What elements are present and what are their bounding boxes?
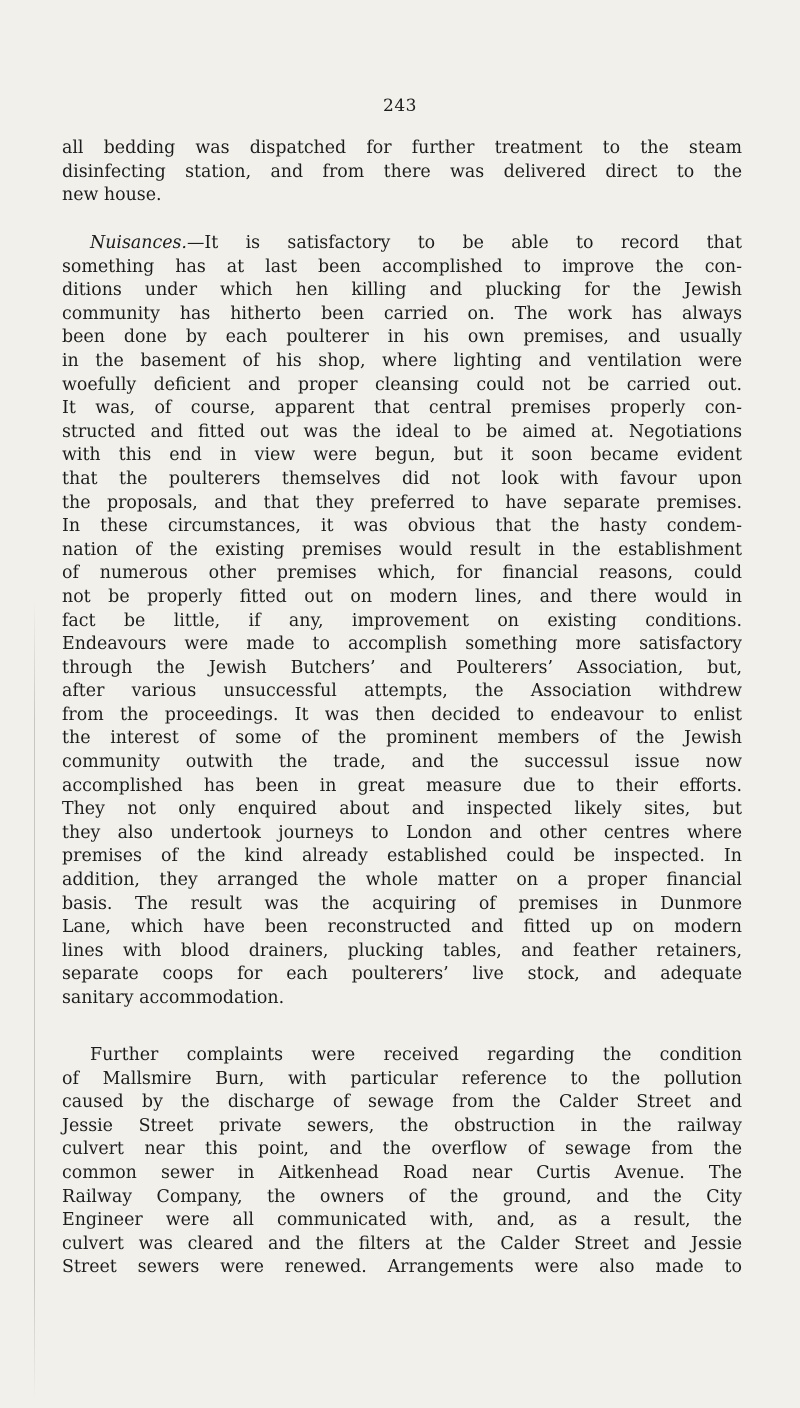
text-line: fact be little, if any, improvement on existing conditions. — [62, 610, 742, 631]
text-line: something has at last been accomplished to improve the con- — [62, 256, 742, 277]
text-line: basis. The result was the acquiring of premises in Dunmore — [62, 893, 742, 914]
text-line: that the poulterers themselves did not look with favour upon — [62, 468, 742, 489]
text-line: disinfecting station, and from there was delivered direct to the — [62, 161, 742, 182]
text-line: accomplished has been in great measure due to their efforts. — [62, 775, 742, 796]
text-line: lines with blood drainers, plucking tables, and feather retainers, — [62, 940, 742, 961]
text-line: through the Jewish Butchers’ and Poulterers’ Association, but, — [62, 657, 742, 678]
text-line: culvert was cleared and the filters at the Calder Street and Jessie — [62, 1233, 742, 1254]
text-line: nation of the existing premises would result in the establishment — [62, 539, 742, 560]
paragraph-mallsmire-burn — [62, 1044, 742, 1280]
text-line: ditions under which hen killing and plucking for the Jewish — [62, 280, 742, 301]
paragraph-nuisances — [62, 232, 742, 1011]
text-line: new house. — [62, 185, 162, 206]
text-line: the interest of some of the prominent members of the Jewish — [62, 728, 742, 749]
text-line: with this end in view were begun, but it soon became evident — [62, 445, 742, 466]
text-line: after various unsuccessful attempts, the Association withdrew — [62, 681, 742, 702]
text-line: Lane, which have been reconstructed and fitted up on modern — [62, 917, 742, 938]
text-line: community has hitherto been carried on. The work has always — [62, 303, 742, 324]
text-line: all bedding was dispatched for further treatment to the steam — [62, 138, 742, 158]
text-line: from the proceedings. It was then decided to endeavour to enlist — [62, 704, 742, 725]
text-line: they also undertook journeys to London and other centres where — [62, 822, 742, 843]
text-line: been done by each poulterer in his own premises, and usually — [62, 327, 742, 348]
text-line: Further complaints were received regarding the condition — [90, 1045, 742, 1065]
section-heading: Nuisances. — [90, 233, 187, 253]
text-line: premises of the kind already established could be inspected. In — [62, 846, 742, 867]
text-line: woefully deficient and proper cleansing could not be carried out. — [62, 374, 742, 395]
text-line — [62, 232, 742, 256]
text-line: Jessie Street private sewers, the obstruction in the railway — [62, 1115, 742, 1136]
text-line: addition, they arranged the whole matter on a proper financial — [62, 870, 742, 891]
text-line: sanitary accommodation. — [62, 988, 285, 1008]
text-line: of numerous other premises which, for financial reasons, could — [62, 563, 742, 584]
text-line: in the basement of his shop, where lighting and ventilation were — [62, 350, 742, 371]
text-line: Engineer were all communicated with, and, as a result, the — [62, 1210, 742, 1231]
text-line-rest: —It is satisfactory to be able to record that — [186, 233, 742, 253]
text-line: It was, of course, apparent that central premises properly con- — [62, 398, 742, 419]
text-line: caused by the discharge of sewage from the Calder Street and — [62, 1092, 742, 1113]
text-line: common sewer in Aitkenhead Road near Curtis Avenue. The — [62, 1162, 742, 1183]
text-line: Endeavours were made to accomplish something more satisfactory — [62, 634, 742, 655]
paragraph-bedding — [62, 137, 742, 208]
text-line: In these circumstances, it was obvious that the hasty condem- — [62, 516, 742, 537]
text-line: They not only enquired about and inspected likely sites, but — [62, 799, 742, 820]
text-line: structed and fitted out was the ideal to be aimed at. Negotiations — [62, 421, 742, 442]
text-line: not be properly fitted out on modern lines, and there would in — [62, 586, 742, 607]
text-line: Street sewers were renewed. Arrangements were also made to — [62, 1257, 742, 1278]
text-line: the proposals, and that they preferred to have separate premises. — [62, 492, 742, 513]
text-line: Railway Company, the owners of the ground, and the City — [62, 1186, 742, 1207]
text-line: separate coops for each poulterers’ live stock, and adequate — [62, 964, 742, 985]
text-line: community outwith the trade, and the successul issue now — [62, 752, 742, 773]
page-number: 243 — [383, 96, 417, 116]
text-line: of Mallsmire Burn, with particular reference to the pollution — [62, 1068, 742, 1089]
binding-shadow — [34, 600, 35, 1400]
text-line: culvert near this point, and the overflow of sewage from the — [62, 1139, 742, 1160]
